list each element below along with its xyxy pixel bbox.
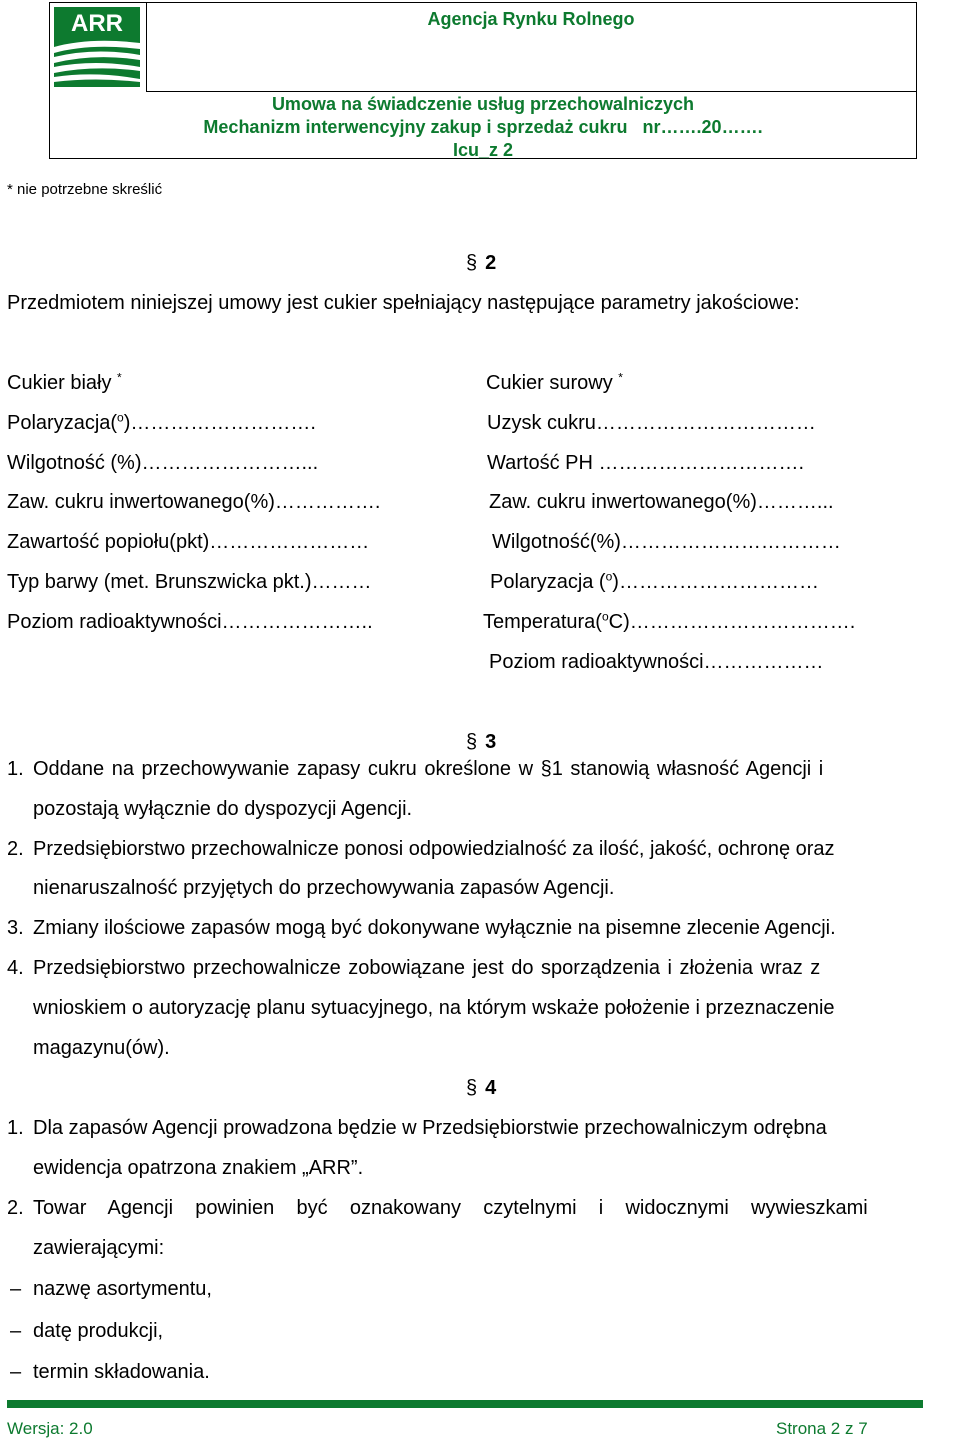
param-raw-invert-sugar: Zaw. cukru inwertowanego(%)………...	[489, 491, 834, 513]
section-2-number: 2	[485, 252, 497, 274]
param-raw-radioactivity: Poziom radioaktywności………………	[489, 651, 824, 673]
list-item-number: 4.	[7, 957, 24, 979]
raw-sugar-heading: Cukier surowy *	[486, 370, 623, 394]
list-item-text: Przedsiębiorstwo przechowalnicze zobowiązane jest do sporządzenia i złożenia wraz z	[33, 957, 821, 979]
param-polarization: Polaryzacja($^o$)……………………….	[7, 410, 316, 434]
mechanism-title: Mechanizm interwencyjny zakup i sprzedaż cukru nr…….20…….	[203, 117, 763, 137]
param-raw-moisture: Wilgotność(%)……………………………	[492, 531, 841, 553]
document-version: Wersja: 2.0	[7, 1419, 93, 1438]
param-moisture: Wilgotność (%)……………………...	[7, 452, 319, 474]
list-item-number: 2.	[7, 838, 24, 860]
section-4-heading	[466, 1077, 496, 1100]
section-symbol: §	[466, 252, 478, 274]
bullet-marker: –	[10, 1361, 22, 1383]
list-item-text: wnioskiem o autoryzację planu sytuacyjnego, na którym wskaże położenie i przeznaczenie	[33, 997, 835, 1019]
section-2-heading	[466, 252, 496, 275]
section-4-number: 4	[485, 1077, 497, 1099]
param-radioactivity: Poziom radioaktywności…………………..	[7, 611, 373, 633]
strike-note: * nie potrzebne skreślić	[7, 181, 163, 198]
list-item-text: Towar Agencji powinien być oznakowany czytelnymi i widocznymi wywieszkami	[33, 1197, 868, 1219]
bullet-item: nazwę asortymentu,	[33, 1278, 212, 1300]
param-temperature: Temperatura($^o$C)…………………………….	[483, 609, 856, 633]
section-symbol: §	[466, 731, 478, 753]
param-invert-sugar: Zaw. cukru inwertowanego(%)…………….	[7, 491, 381, 513]
footer-divider	[7, 1400, 923, 1408]
param-raw-polarization: Polaryzacja ($^o$)…………………………	[490, 569, 819, 593]
list-item-number: 2.	[7, 1197, 24, 1219]
bullet-item: datę produkcji,	[33, 1320, 164, 1342]
arr-logo-graphic	[50, 3, 146, 91]
contract-title: Umowa na świadczenie usług przechowalniczych	[271, 94, 695, 114]
list-item-text: Przedsiębiorstwo przechowalnicze ponosi odpowiedzialność za ilość, jakość, ochronę oraz	[33, 838, 835, 860]
arr-logo	[50, 3, 147, 91]
form-code: Icu_z 2	[452, 140, 514, 160]
param-color-type: Typ barwy (met. Brunszwicka pkt.)………	[7, 571, 372, 593]
section-3-number: 3	[485, 731, 497, 753]
param-ash-content: Zawartość popiołu(pkt)……………………	[7, 531, 370, 553]
list-item-text: ewidencja opatrzona znakiem „ARR”.	[33, 1157, 364, 1179]
list-item-text: zawierającymi:	[33, 1237, 165, 1259]
section-symbol: §	[466, 1077, 478, 1099]
bullet-item: termin składowania.	[33, 1361, 210, 1383]
list-item-number: 1.	[7, 758, 24, 780]
bullet-marker: –	[10, 1278, 22, 1300]
agency-name: Agencja Rynku Rolnego	[427, 9, 635, 29]
list-item-text: Zmiany ilościowe zapasów mogą być dokonywane wyłącznie na pisemne zlecenie Agencji.	[33, 917, 836, 939]
white-sugar-heading: Cukier biały *	[7, 370, 122, 394]
page-number: Strona 2 z 7	[776, 1419, 868, 1438]
param-ph: Wartość PH ………………………….	[487, 452, 805, 474]
list-item-number: 1.	[7, 1117, 24, 1139]
list-item-text: nienaruszalność przyjętych do przechowywania zapasów Agencji.	[33, 877, 615, 899]
document-header	[49, 2, 917, 159]
section-3-heading	[466, 731, 496, 754]
list-item-text: Dla zapasów Agencji prowadzona będzie w Przedsiębiorstwie przechowalniczym odrębna	[33, 1117, 827, 1139]
list-item-number: 3.	[7, 917, 24, 939]
bullet-marker: –	[10, 1320, 22, 1342]
section-2-intro: Przedmiotem niniejszej umowy jest cukier spełniający następujące parametry jakościowe:	[7, 292, 800, 314]
param-sugar-yield: Uzysk cukru……………………………	[487, 412, 816, 434]
list-item-text: pozostają wyłącznie do dyspozycji Agencji.	[33, 798, 413, 820]
header-agency-cell	[146, 3, 916, 92]
list-item-text: Oddane na przechowywanie zapasy cukru określone w §1 stanowią własność Agencji i	[33, 758, 824, 780]
header-title-cell	[50, 92, 916, 158]
list-item-text: magazynu(ów).	[33, 1037, 170, 1059]
svg-text:ARR: ARR	[71, 10, 123, 37]
